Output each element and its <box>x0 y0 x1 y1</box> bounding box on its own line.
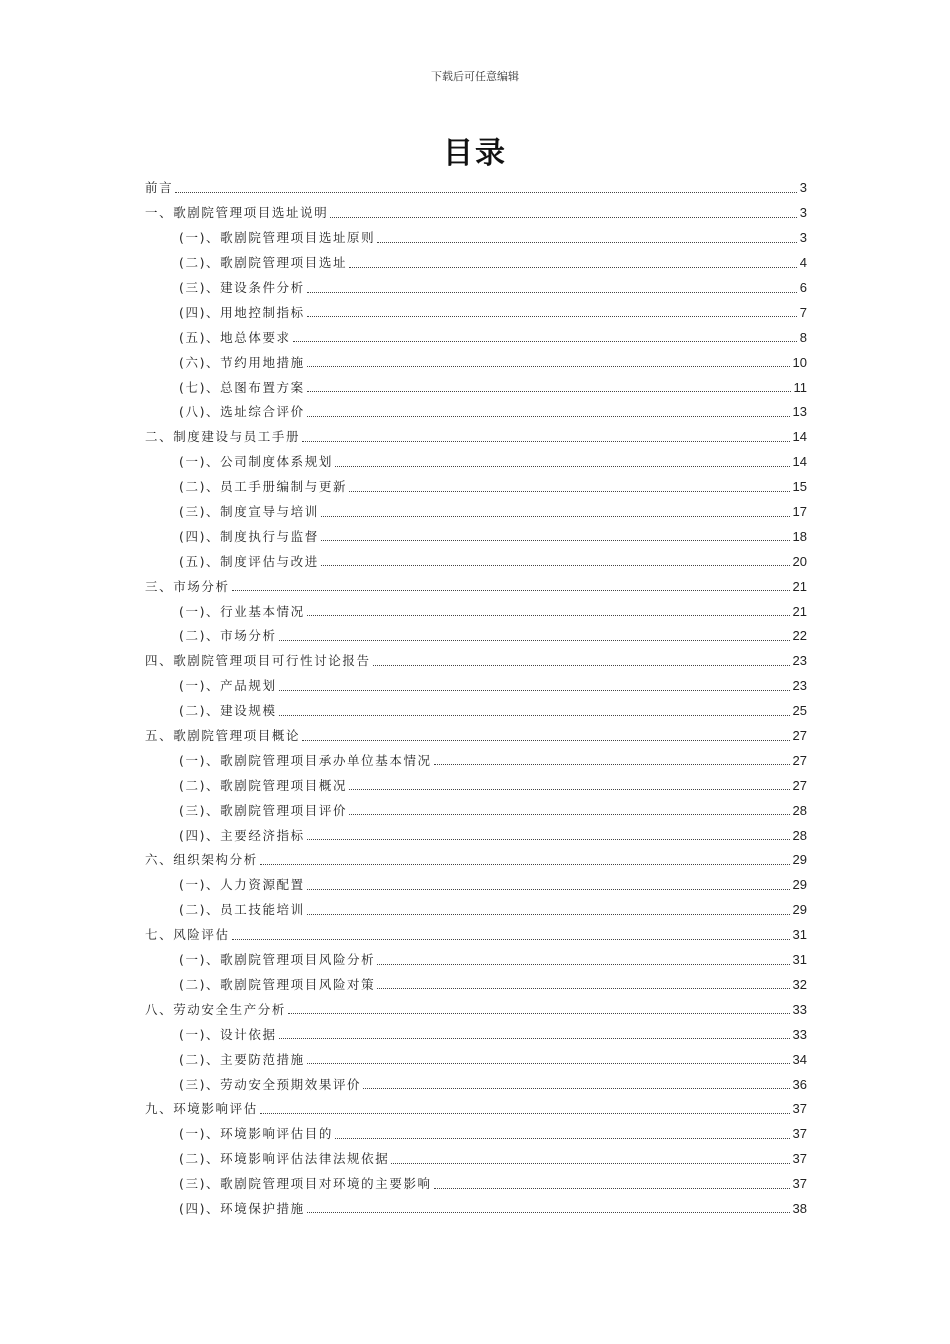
toc-entry-label: (四)、主要经济指标 <box>179 827 305 843</box>
toc-entry[interactable] <box>145 1072 807 1097</box>
dot-leader <box>307 615 790 616</box>
toc-entry-label: (一)、产品规划 <box>179 678 277 694</box>
toc-entry-page-number: 31 <box>792 927 807 943</box>
toc-entry[interactable] <box>145 699 807 724</box>
toc-entry[interactable] <box>145 201 807 226</box>
dot-leader <box>363 1088 789 1089</box>
dot-leader <box>330 217 796 218</box>
dot-leader <box>288 1013 790 1014</box>
toc-entry-label: (一)、公司制度体系规划 <box>179 454 333 470</box>
toc-entry-page-number: 37 <box>792 1126 807 1142</box>
toc-entry-page-number: 3 <box>799 180 807 196</box>
toc-entry[interactable] <box>145 276 807 301</box>
toc-entry-label: (一)、歌剧院管理项目承办单位基本情况 <box>179 752 432 768</box>
toc-entry[interactable] <box>145 400 807 425</box>
dot-leader <box>260 864 790 865</box>
toc-entry-page-number: 32 <box>792 976 807 992</box>
toc-entry-page-number: 37 <box>792 1151 807 1167</box>
toc-entry-label: (二)、员工手册编制与更新 <box>179 479 348 495</box>
toc-entry-page-number: 28 <box>792 802 807 818</box>
toc-entry[interactable] <box>145 176 807 201</box>
toc-entry-label: (五)、制度评估与改进 <box>179 553 319 569</box>
toc-entry-label: (二)、建设规模 <box>179 703 277 719</box>
toc-entry-page-number: 37 <box>792 1101 807 1117</box>
toc-entry-label: (三)、制度宣导与培训 <box>179 504 319 520</box>
toc-entry-label: 二、制度建设与员工手册 <box>145 429 301 445</box>
toc-entry[interactable] <box>145 973 807 998</box>
dot-leader <box>349 491 789 492</box>
dot-leader <box>279 715 790 716</box>
toc-entry-label: (二)、环境影响评估法律法规依据 <box>179 1151 390 1167</box>
header-note: 下载后可任意编辑 <box>431 70 519 83</box>
toc-entry-page-number: 33 <box>792 1026 807 1042</box>
toc-entry-label: (四)、用地控制指标 <box>179 304 305 320</box>
toc-entry[interactable] <box>145 450 807 475</box>
toc-entry[interactable] <box>145 948 807 973</box>
toc-entry[interactable] <box>145 300 807 325</box>
toc-entry-page-number: 27 <box>792 777 807 793</box>
toc-entry[interactable] <box>145 475 807 500</box>
dot-leader <box>335 1138 790 1139</box>
toc-entry-label: (一)、歌剧院管理项目风险分析 <box>179 952 376 968</box>
toc-entry[interactable] <box>145 773 807 798</box>
dot-leader <box>335 466 790 467</box>
dot-leader <box>232 590 790 591</box>
toc-entry-page-number: 4 <box>799 255 807 271</box>
toc-entry-label: (四)、环境保护措施 <box>179 1200 305 1216</box>
toc-entry-page-number: 23 <box>792 653 807 669</box>
toc-entry[interactable] <box>145 1047 807 1072</box>
toc-entry[interactable] <box>145 226 807 251</box>
dot-leader <box>377 988 789 989</box>
toc-entry-page-number: 22 <box>792 628 807 644</box>
toc-entry-label: 一、歌剧院管理项目选址说明 <box>145 205 329 221</box>
toc-entry-page-number: 14 <box>792 429 807 445</box>
toc-entry-page-number: 37 <box>792 1176 807 1192</box>
toc-entry-label: (四)、制度执行与监督 <box>179 528 319 544</box>
toc-entry[interactable] <box>145 1147 807 1172</box>
dot-leader <box>307 416 790 417</box>
toc-entry-page-number: 25 <box>792 703 807 719</box>
toc-entry[interactable] <box>145 748 807 773</box>
dot-leader <box>279 690 790 691</box>
toc-entry-page-number: 17 <box>792 504 807 520</box>
dot-leader <box>349 814 789 815</box>
dot-leader <box>434 764 790 765</box>
dot-leader <box>175 192 797 193</box>
toc-entry-page-number: 11 <box>793 379 807 395</box>
dot-leader <box>373 665 790 666</box>
toc-entry-page-number: 29 <box>792 852 807 868</box>
dot-leader <box>302 441 789 442</box>
dot-leader <box>307 1212 790 1213</box>
toc-entry-page-number: 28 <box>792 827 807 843</box>
toc-entry[interactable] <box>145 649 807 674</box>
dot-leader <box>307 292 797 293</box>
toc-entry-page-number: 27 <box>792 752 807 768</box>
dot-leader <box>377 964 789 965</box>
toc-entry[interactable] <box>145 1197 807 1222</box>
toc-entry-label: (三)、歌剧院管理项目对环境的主要影响 <box>179 1176 432 1192</box>
toc-entry-page-number: 36 <box>792 1076 807 1092</box>
dot-leader <box>434 1188 790 1189</box>
toc-entry-label: 前言 <box>145 180 174 196</box>
toc-entry-page-number: 33 <box>792 1001 807 1017</box>
toc-entry[interactable] <box>145 1172 807 1197</box>
dot-leader <box>307 839 790 840</box>
toc-entry-page-number: 21 <box>792 578 807 594</box>
toc-entry-label: 三、市场分析 <box>145 578 230 594</box>
dot-leader <box>307 391 791 392</box>
toc-entry[interactable] <box>145 549 807 574</box>
toc-entry-label: (一)、行业基本情况 <box>179 603 305 619</box>
toc-entry-page-number: 6 <box>799 280 807 295</box>
toc-entry-label: (一)、设计依据 <box>179 1026 277 1042</box>
dot-leader <box>232 939 790 940</box>
toc-entry[interactable] <box>145 873 807 898</box>
toc-entry-label: 七、风险评估 <box>145 927 230 943</box>
toc-entry-label: (二)、歌剧院管理项目概况 <box>179 777 348 793</box>
dot-leader <box>279 640 790 641</box>
toc-entry-page-number: 8 <box>799 329 807 345</box>
dot-leader <box>349 789 789 790</box>
toc-entry-label: (三)、劳动安全预期效果评价 <box>179 1076 362 1092</box>
toc-entry[interactable] <box>145 524 807 549</box>
toc-entry-label: (一)、环境影响评估目的 <box>179 1126 333 1142</box>
toc-entry-page-number: 20 <box>792 553 807 569</box>
toc-entry-label: (三)、建设条件分析 <box>179 280 305 295</box>
toc-entry-page-number: 27 <box>792 728 807 744</box>
toc-entry-page-number: 31 <box>792 952 807 968</box>
toc-entry-page-number: 21 <box>792 603 807 619</box>
dot-leader <box>260 1113 790 1114</box>
toc-entry-label: (二)、歌剧院管理项目风险对策 <box>179 976 376 992</box>
toc-entry-label: (二)、员工技能培训 <box>179 902 305 918</box>
toc-entry-page-number: 34 <box>792 1051 807 1067</box>
toc-entry-label: 六、组织架构分析 <box>145 852 258 868</box>
toc-entry[interactable] <box>145 425 807 450</box>
toc-entry-label: (一)、歌剧院管理项目选址原则 <box>179 230 376 246</box>
toc-entry-page-number: 23 <box>792 678 807 694</box>
toc-entry[interactable] <box>145 1022 807 1047</box>
toc-entry-label: (三)、歌剧院管理项目评价 <box>179 802 348 818</box>
toc-entry[interactable] <box>145 375 807 400</box>
dot-leader <box>307 889 790 890</box>
toc-entry[interactable] <box>145 350 807 375</box>
toc-entry-label: (二)、歌剧院管理项目选址 <box>179 255 348 271</box>
toc-entry[interactable] <box>145 923 807 948</box>
toc-entry-page-number: 3 <box>799 205 807 221</box>
toc-entry-label: (二)、主要防范措施 <box>179 1051 305 1067</box>
dot-leader <box>279 1038 790 1039</box>
toc-entry[interactable] <box>145 624 807 649</box>
dot-leader <box>349 267 797 268</box>
dot-leader <box>391 1163 789 1164</box>
toc-entry[interactable] <box>145 1122 807 1147</box>
toc-entry-page-number: 13 <box>792 404 807 420</box>
toc-entry[interactable] <box>145 898 807 923</box>
dot-leader <box>321 516 790 517</box>
toc-entry-label: (五)、地总体要求 <box>179 329 291 345</box>
toc-entry-label: 八、劳动安全生产分析 <box>145 1001 287 1017</box>
toc-entry-label: (二)、市场分析 <box>179 628 277 644</box>
toc-entry-page-number: 7 <box>799 304 807 320</box>
toc-entry-label: (一)、人力资源配置 <box>179 877 305 893</box>
dot-leader <box>321 540 790 541</box>
toc-title: 目录 <box>443 136 507 171</box>
toc-entry[interactable] <box>145 997 807 1022</box>
toc-entry-page-number: 15 <box>792 479 807 495</box>
toc-entry-page-number: 29 <box>792 877 807 893</box>
dot-leader <box>307 1063 790 1064</box>
toc-entry[interactable] <box>145 823 807 848</box>
toc-entry[interactable] <box>145 674 807 699</box>
toc-entry-page-number: 3 <box>799 230 807 246</box>
dot-leader <box>377 242 797 243</box>
toc-entry-label: (八)、选址综合评价 <box>179 404 305 420</box>
dot-leader <box>302 740 789 741</box>
toc-entry[interactable] <box>145 500 807 525</box>
toc-entry-label: 九、环境影响评估 <box>145 1101 258 1117</box>
toc-entry[interactable] <box>145 848 807 873</box>
toc-list <box>145 176 807 1221</box>
toc-entry-label: 四、歌剧院管理项目可行性讨论报告 <box>145 653 371 669</box>
toc-entry[interactable] <box>145 1097 807 1122</box>
toc-entry-page-number: 18 <box>792 528 807 544</box>
toc-entry-label: 五、歌剧院管理项目概论 <box>145 728 301 744</box>
dot-leader <box>321 565 790 566</box>
toc-entry[interactable] <box>145 251 807 276</box>
toc-entry[interactable] <box>145 574 807 599</box>
toc-entry-page-number: 10 <box>792 354 807 370</box>
toc-entry-page-number: 29 <box>792 902 807 918</box>
toc-entry[interactable] <box>145 325 807 350</box>
toc-entry-label: (六)、节约用地措施 <box>179 354 305 370</box>
toc-entry[interactable] <box>145 724 807 749</box>
toc-entry-page-number: 38 <box>792 1200 807 1216</box>
toc-entry[interactable] <box>145 599 807 624</box>
toc-entry-label: (七)、总图布置方案 <box>179 379 305 395</box>
dot-leader <box>307 316 797 317</box>
toc-entry[interactable] <box>145 798 807 823</box>
dot-leader <box>307 366 790 367</box>
toc-entry-page-number: 14 <box>792 454 807 470</box>
dot-leader <box>293 341 797 342</box>
dot-leader <box>307 914 790 915</box>
